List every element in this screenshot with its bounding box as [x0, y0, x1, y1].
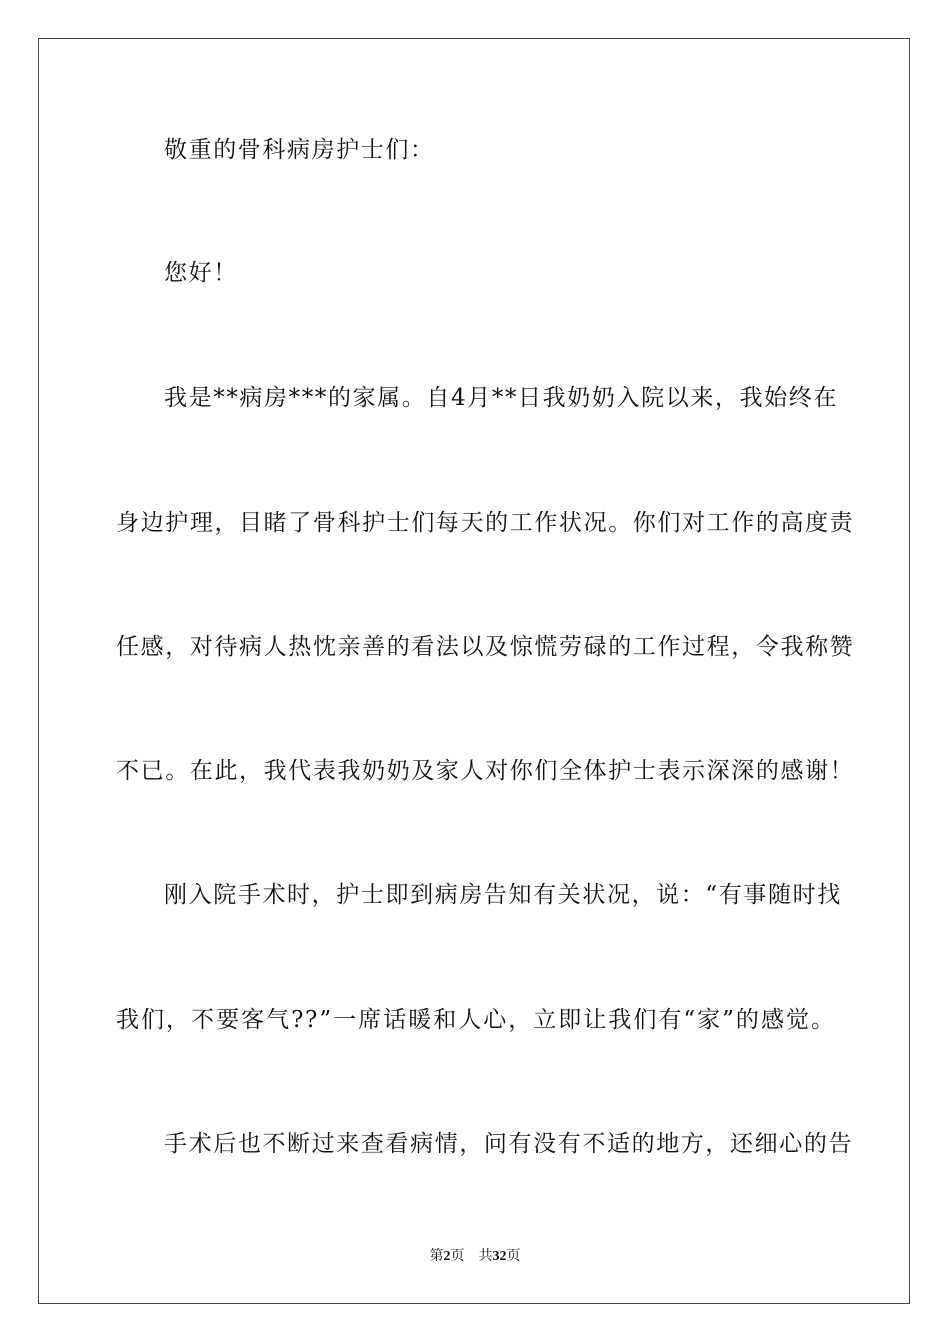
page-footer: [0, 1248, 950, 1266]
paragraph-line: 身 边 护 理 ， 目 睹 了 骨 科 护 士 们 每 天 的 工 作 状 况 。 你 们 对 工 作 的 高 度 责: [116, 510, 855, 536]
paragraph-line: 我 们 ， 不 要 客 气 ?? ” 一 席 话 暖 和 人 心 ， 立 即 让 我 们 有 “ 家 ” 的 感 觉 。: [116, 1007, 836, 1033]
footer-total-pages: 32: [492, 1249, 507, 1264]
footer-total-prefix: 共: [478, 1249, 493, 1264]
footer-page-suffix: 页: [450, 1249, 465, 1264]
paragraph-line: 不 已 。 在 此 ， 我 代 表 我 奶 奶 及 家 人 对 你 们 全 体 护 士 表 示 深 深 的 感 谢 ！: [116, 758, 855, 784]
footer-total-suffix: 页: [506, 1249, 521, 1264]
paragraph-line: 手 术 后 也 不 断 过 来 查 看 病 情 ， 问 有 没 有 不 适 的 地 方 ， 还 细 心 的 告: [164, 1131, 854, 1157]
paragraph-line: 刚 入 院 手 术 时 ， 护 士 即 到 病 房 告 知 有 关 状 况 ， 说 ： “ 有 事 随 时 找: [164, 882, 842, 908]
footer-page-prefix: 第: [429, 1249, 444, 1264]
paragraph-line: 我 是 ** 病 房 *** 的 家 属 。 自 4 月 ** 日 我 奶 奶 入 院 以 来 ， 我 始 终 在: [164, 385, 838, 411]
salutation: 敬重的骨科病房护士们：: [164, 137, 435, 163]
greeting: 您好！: [164, 260, 238, 286]
page-border: [38, 38, 910, 1304]
footer-page-number: 2: [443, 1249, 451, 1264]
paragraph-line: 任 感 ， 对 待 病 人 热 忱 亲 善 的 看 法 以 及 惊 慌 劳 碌 的 工 作 过 程 ， 令 我 称 赞: [116, 634, 855, 660]
